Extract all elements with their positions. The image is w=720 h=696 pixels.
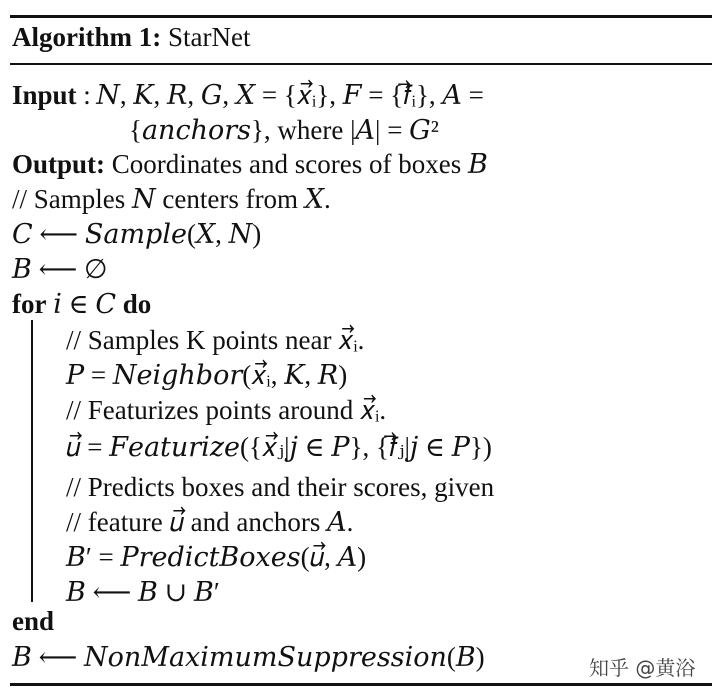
for-condition: 𝑖 ∈ 𝐶 [46, 289, 123, 319]
predict-boxes-text: 𝐵′ = 𝑃𝑟𝑒𝑑𝑖𝑐𝑡𝐵𝑜𝑥𝑒𝑠(𝑢⃗, 𝐴) [66, 542, 367, 572]
neighbor-line [66, 362, 347, 389]
bottom-rule [10, 683, 712, 686]
do-keyword: do [122, 289, 152, 319]
featurize-line [66, 434, 492, 461]
predict-boxes-line [66, 544, 366, 571]
for-loop-header [12, 291, 151, 318]
algorithm-label: Algorithm 1: [12, 22, 162, 52]
input-text: : 𝑁, 𝐾, 𝑅, 𝐺, 𝑋 = {𝑥⃗ᵢ}, 𝐹 = {𝑓⃗ᵢ}, 𝐴 = [76, 80, 484, 110]
watermark: 知乎 @黄浴 [589, 656, 696, 680]
comment-featurizes [66, 397, 386, 424]
init-boxes-text: 𝐵 ⟵ ∅ [12, 254, 108, 284]
init-boxes-line [12, 256, 108, 283]
neighbor-text: 𝑃 = 𝑁𝑒𝑖𝑔ℎ𝑏𝑜𝑟(𝑥⃗ᵢ, 𝐾, 𝑅) [66, 360, 348, 390]
title-rule [10, 63, 712, 65]
input-continuation-line [129, 117, 439, 144]
comment-samples-points [66, 327, 364, 354]
comment-predicts-text: // Predicts boxes and their scores, given [66, 472, 495, 502]
algorithm-title [12, 22, 250, 53]
input-line [12, 82, 484, 109]
comment-samples-centers-text: // Samples 𝑁 centers from 𝑋. [12, 184, 331, 214]
top-rule [10, 15, 712, 18]
end-keyword: end [12, 606, 55, 636]
comment-samples-points-text: // Samples K points near 𝑥⃗ᵢ. [66, 325, 365, 355]
sample-assignment-text: 𝐶 ⟵ 𝑆𝑎𝑚𝑝𝑙𝑒(𝑋, 𝑁) [12, 219, 262, 249]
output-keyword: Output: [12, 149, 106, 179]
input-continuation-text: {𝑎𝑛𝑐ℎ𝑜𝑟𝑠}, where |𝐴| = 𝐺² [129, 115, 439, 145]
end-line [12, 608, 54, 635]
input-keyword: Input [12, 80, 77, 110]
nms-line [12, 644, 485, 671]
sample-assignment-line [12, 221, 261, 248]
output-line [12, 151, 488, 178]
union-line [66, 579, 220, 606]
comment-featurizes-text: // Featurizes points around 𝑥⃗ᵢ. [66, 395, 387, 425]
for-keyword: for [12, 289, 47, 319]
loop-body-bar [31, 320, 33, 602]
comment-feature [66, 509, 353, 536]
featurize-text: 𝑢⃗ = 𝐹𝑒𝑎𝑡𝑢𝑟𝑖𝑧𝑒({𝑥⃗ⱼ|𝑗 ∈ 𝑃}, {𝑓⃗ⱼ|𝑗 ∈ 𝑃}) [66, 432, 492, 462]
comment-predicts [66, 474, 494, 501]
comment-samples-centers [12, 186, 331, 213]
algorithm-name: StarNet [167, 22, 251, 52]
comment-feature-text: // feature 𝑢⃗ and anchors 𝐴. [66, 507, 354, 537]
union-text: 𝐵 ⟵ 𝐵 ∪ 𝐵′ [66, 577, 220, 607]
nms-text: 𝐵 ⟵ 𝑁𝑜𝑛𝑀𝑎𝑥𝑖𝑚𝑢𝑚𝑆𝑢𝑝𝑝𝑟𝑒𝑠𝑠𝑖𝑜𝑛(𝐵) [12, 642, 485, 672]
output-text: Coordinates and scores of boxes 𝐵 [105, 149, 488, 179]
